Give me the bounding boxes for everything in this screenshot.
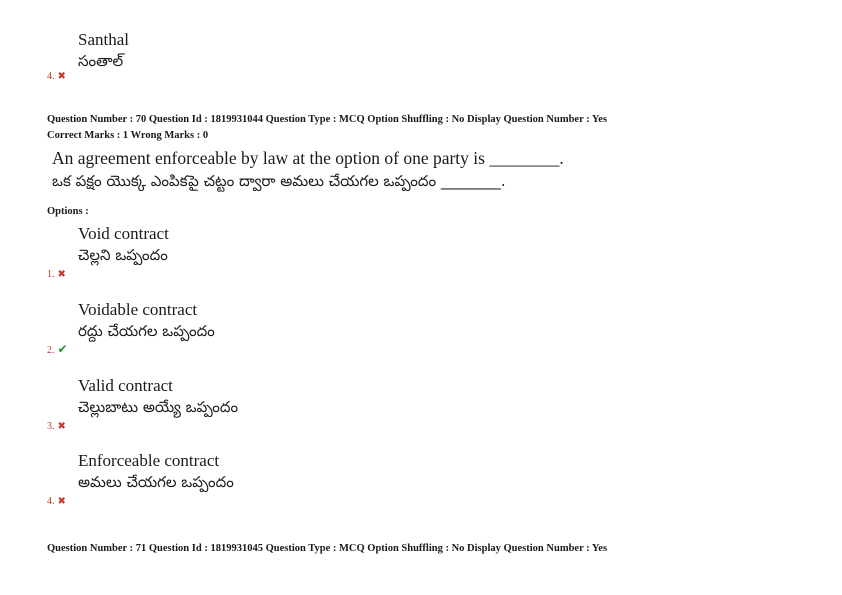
option-4-english: Enforceable contract <box>78 451 220 470</box>
cross-icon: ✖ <box>57 71 66 82</box>
option-2-english: Voidable contract <box>78 300 198 319</box>
option-3-telugu: చెల్లుబాటు అయ్యే ఒప్పందం <box>78 398 239 416</box>
option-2-number: 2. <box>47 345 55 356</box>
prev-option-english: Santhal <box>78 30 129 49</box>
prev-option-number: 4. <box>47 71 55 82</box>
option-3-english: Valid contract <box>78 376 173 395</box>
cross-icon: ✖ <box>57 421 66 432</box>
option-1-english: Void contract <box>78 224 169 243</box>
prev-option-telugu: సంతాల్ <box>78 52 124 70</box>
options-label: Options : <box>47 206 89 217</box>
prev-option-number-row <box>47 66 66 84</box>
question-text-telugu: ఒక పక్షం యొక్క ఎంపికపై చట్టం ద్వారా అమలు చేయగల ఒప్పందం ________. <box>52 172 506 190</box>
option-1-telugu: చెల్లని ఒప్పందం <box>78 246 168 264</box>
option-3-number: 3. <box>47 421 55 432</box>
option-2-telugu: రద్దు చేయగల ఒప్పందం <box>78 322 215 340</box>
cross-icon: ✖ <box>57 269 66 280</box>
option-4-number: 4. <box>47 496 55 507</box>
check-icon: ✔ <box>57 342 68 356</box>
option-2-number-row <box>47 340 68 358</box>
question-meta-line1: Question Number : 70 Question Id : 1819931044 Question Type : MCQ Option Shuffling : No Display Question Number : Yes <box>47 114 608 125</box>
question-71-meta-line1: Question Number : 71 Question Id : 1819931045 Question Type : MCQ Option Shuffling : No Display Question Number : Yes <box>47 543 608 554</box>
cross-icon: ✖ <box>57 496 66 507</box>
question-meta-line2: Correct Marks : 1 Wrong Marks : 0 <box>47 130 209 141</box>
option-4-number-row <box>47 491 66 509</box>
option-1-number: 1. <box>47 269 55 280</box>
option-4-telugu: అమలు చేయగల ఒప్పందం <box>78 473 234 491</box>
option-3-number-row <box>47 416 66 434</box>
option-1-number-row <box>47 264 66 282</box>
question-text-english: An agreement enforceable by law at the option of one party is ________. <box>52 148 564 168</box>
